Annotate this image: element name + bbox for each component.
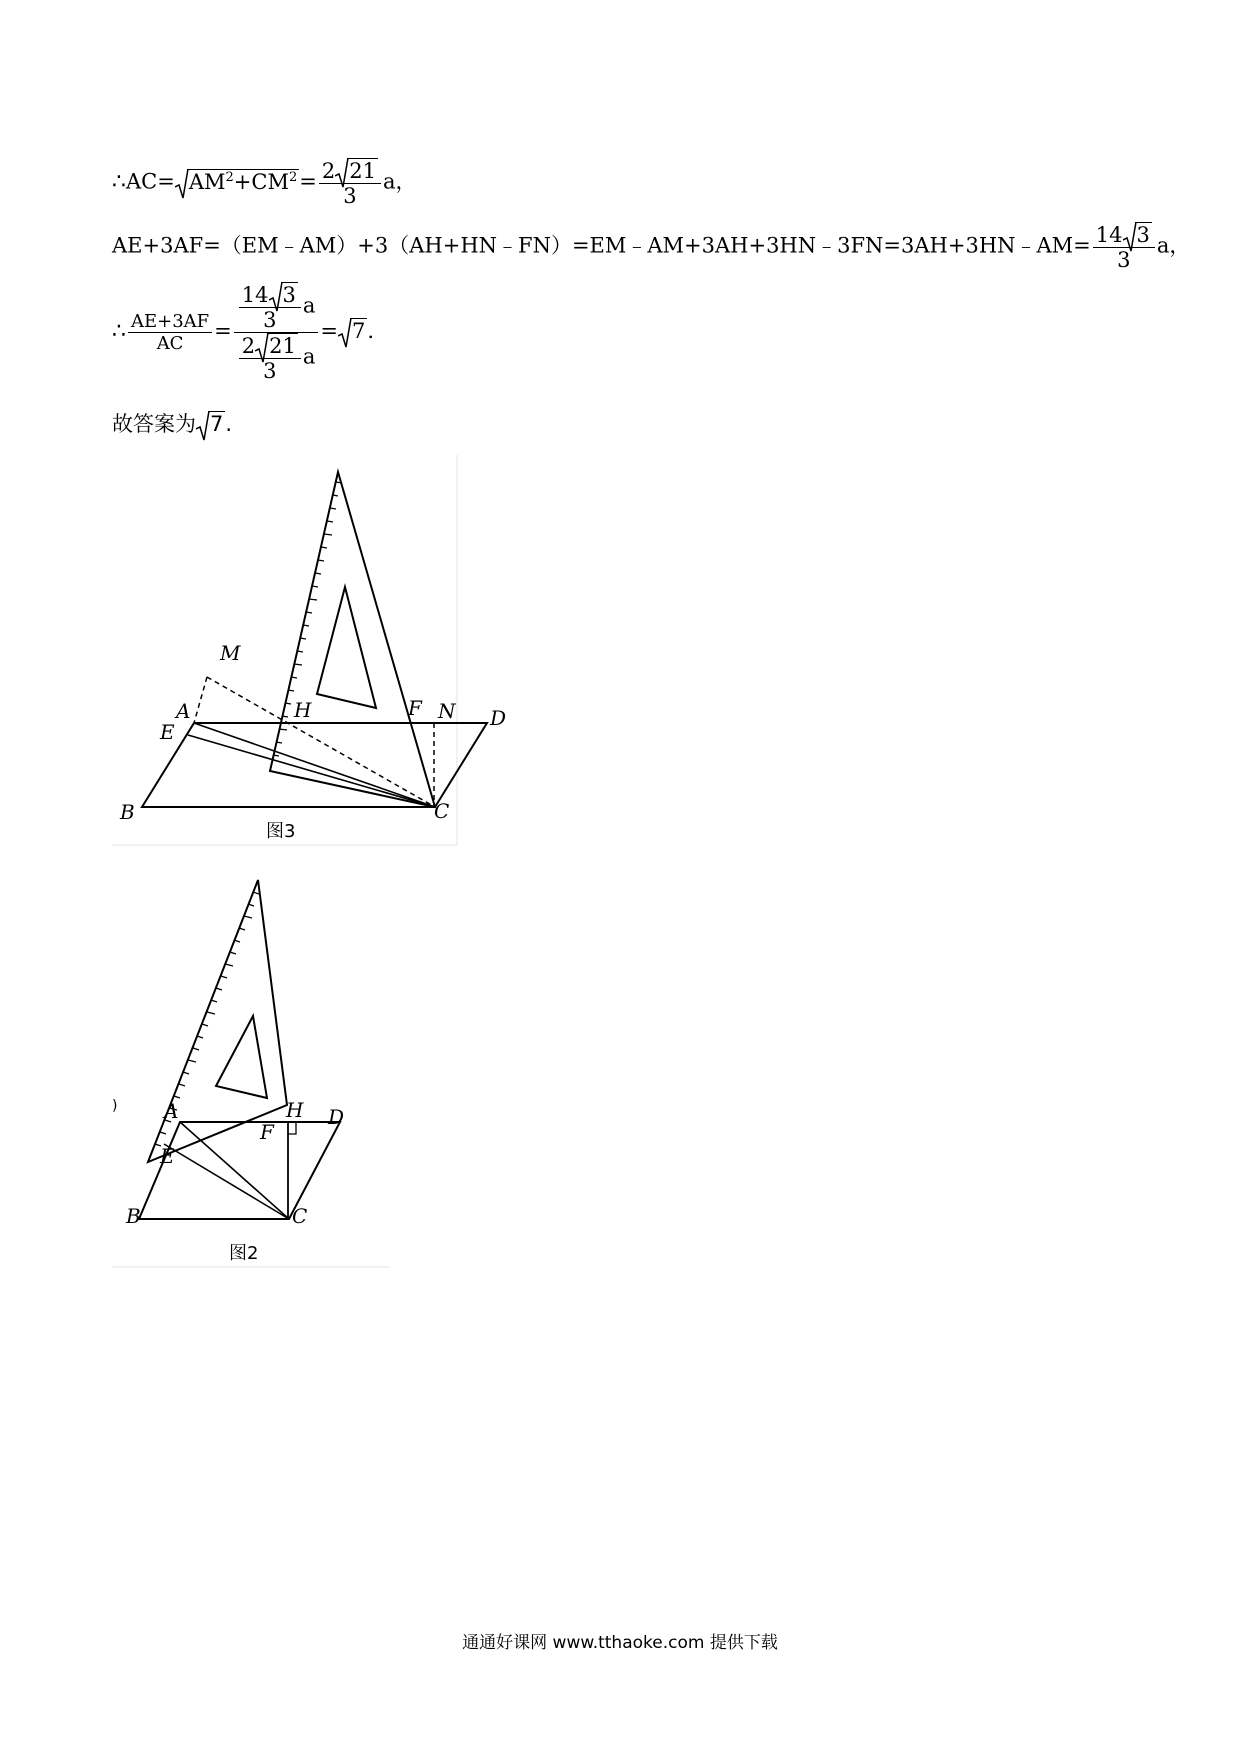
- label-C: C: [434, 799, 450, 823]
- label-D: D: [328, 1105, 345, 1129]
- label-D: D: [490, 706, 507, 730]
- label-A: A: [176, 699, 191, 723]
- label-F: F: [260, 1120, 274, 1144]
- answer-line: 故答案为 7.: [112, 408, 232, 438]
- fraction-ae3af-over-ac: $\frac{AE+3AF}{AC}$: [128, 311, 212, 354]
- label-N: N: [438, 699, 456, 723]
- label-E: E: [160, 720, 175, 744]
- svg-text:): ): [112, 1098, 118, 1114]
- label-B: B: [126, 1204, 141, 1228]
- equation-line-ratio: ∴ $\frac{AE+3AF}{AC}$ = 14 3 3 a 2 21 3 a = 7.: [112, 283, 375, 383]
- fraction-14sqrt3-over-3: 14 3 3: [1093, 222, 1155, 272]
- sqrt-7-answer: 7: [196, 411, 225, 436]
- label-H: H: [286, 1098, 304, 1122]
- label-M: M: [220, 641, 241, 665]
- figure-2-caption: 图2: [229, 1243, 259, 1264]
- label-H: H: [294, 698, 312, 722]
- therefore-symbol: ∴: [112, 169, 126, 195]
- equation-line-ae-3af: AE+3AF=（EM﹣AM）+3（AH+HN﹣FN）=EM﹣AM+3AH+3HN﹣3FN=3AH+3HN﹣AM= 14 3 3 a，: [112, 223, 1191, 272]
- therefore-symbol: ∴: [112, 319, 126, 344]
- label-B: B: [120, 800, 135, 824]
- sqrt-7: 7: [338, 318, 367, 343]
- figure-2: [112, 872, 412, 1277]
- label-E: E: [160, 1144, 175, 1168]
- label-A: A: [164, 1099, 179, 1123]
- ac-label: AC=: [126, 169, 175, 194]
- sqrt-am-cm: $AM^2+CM^2$: [175, 169, 299, 194]
- figure-3: [112, 455, 517, 850]
- label-F: F: [408, 696, 422, 720]
- fraction-2sqrt21-over-3: 2 21 3: [319, 158, 381, 208]
- label-C: C: [292, 1204, 308, 1228]
- footer: 通通好课网 www.tthaoke.com 提供下载: [462, 1633, 778, 1653]
- figure-3-caption: 图3: [266, 821, 296, 842]
- compound-fraction: 14 3 3 a 2 21 3 a: [234, 282, 319, 383]
- equation-line-ac: ∴AC= $AM^2+CM^2=$ 2 21 3 a，: [112, 159, 417, 208]
